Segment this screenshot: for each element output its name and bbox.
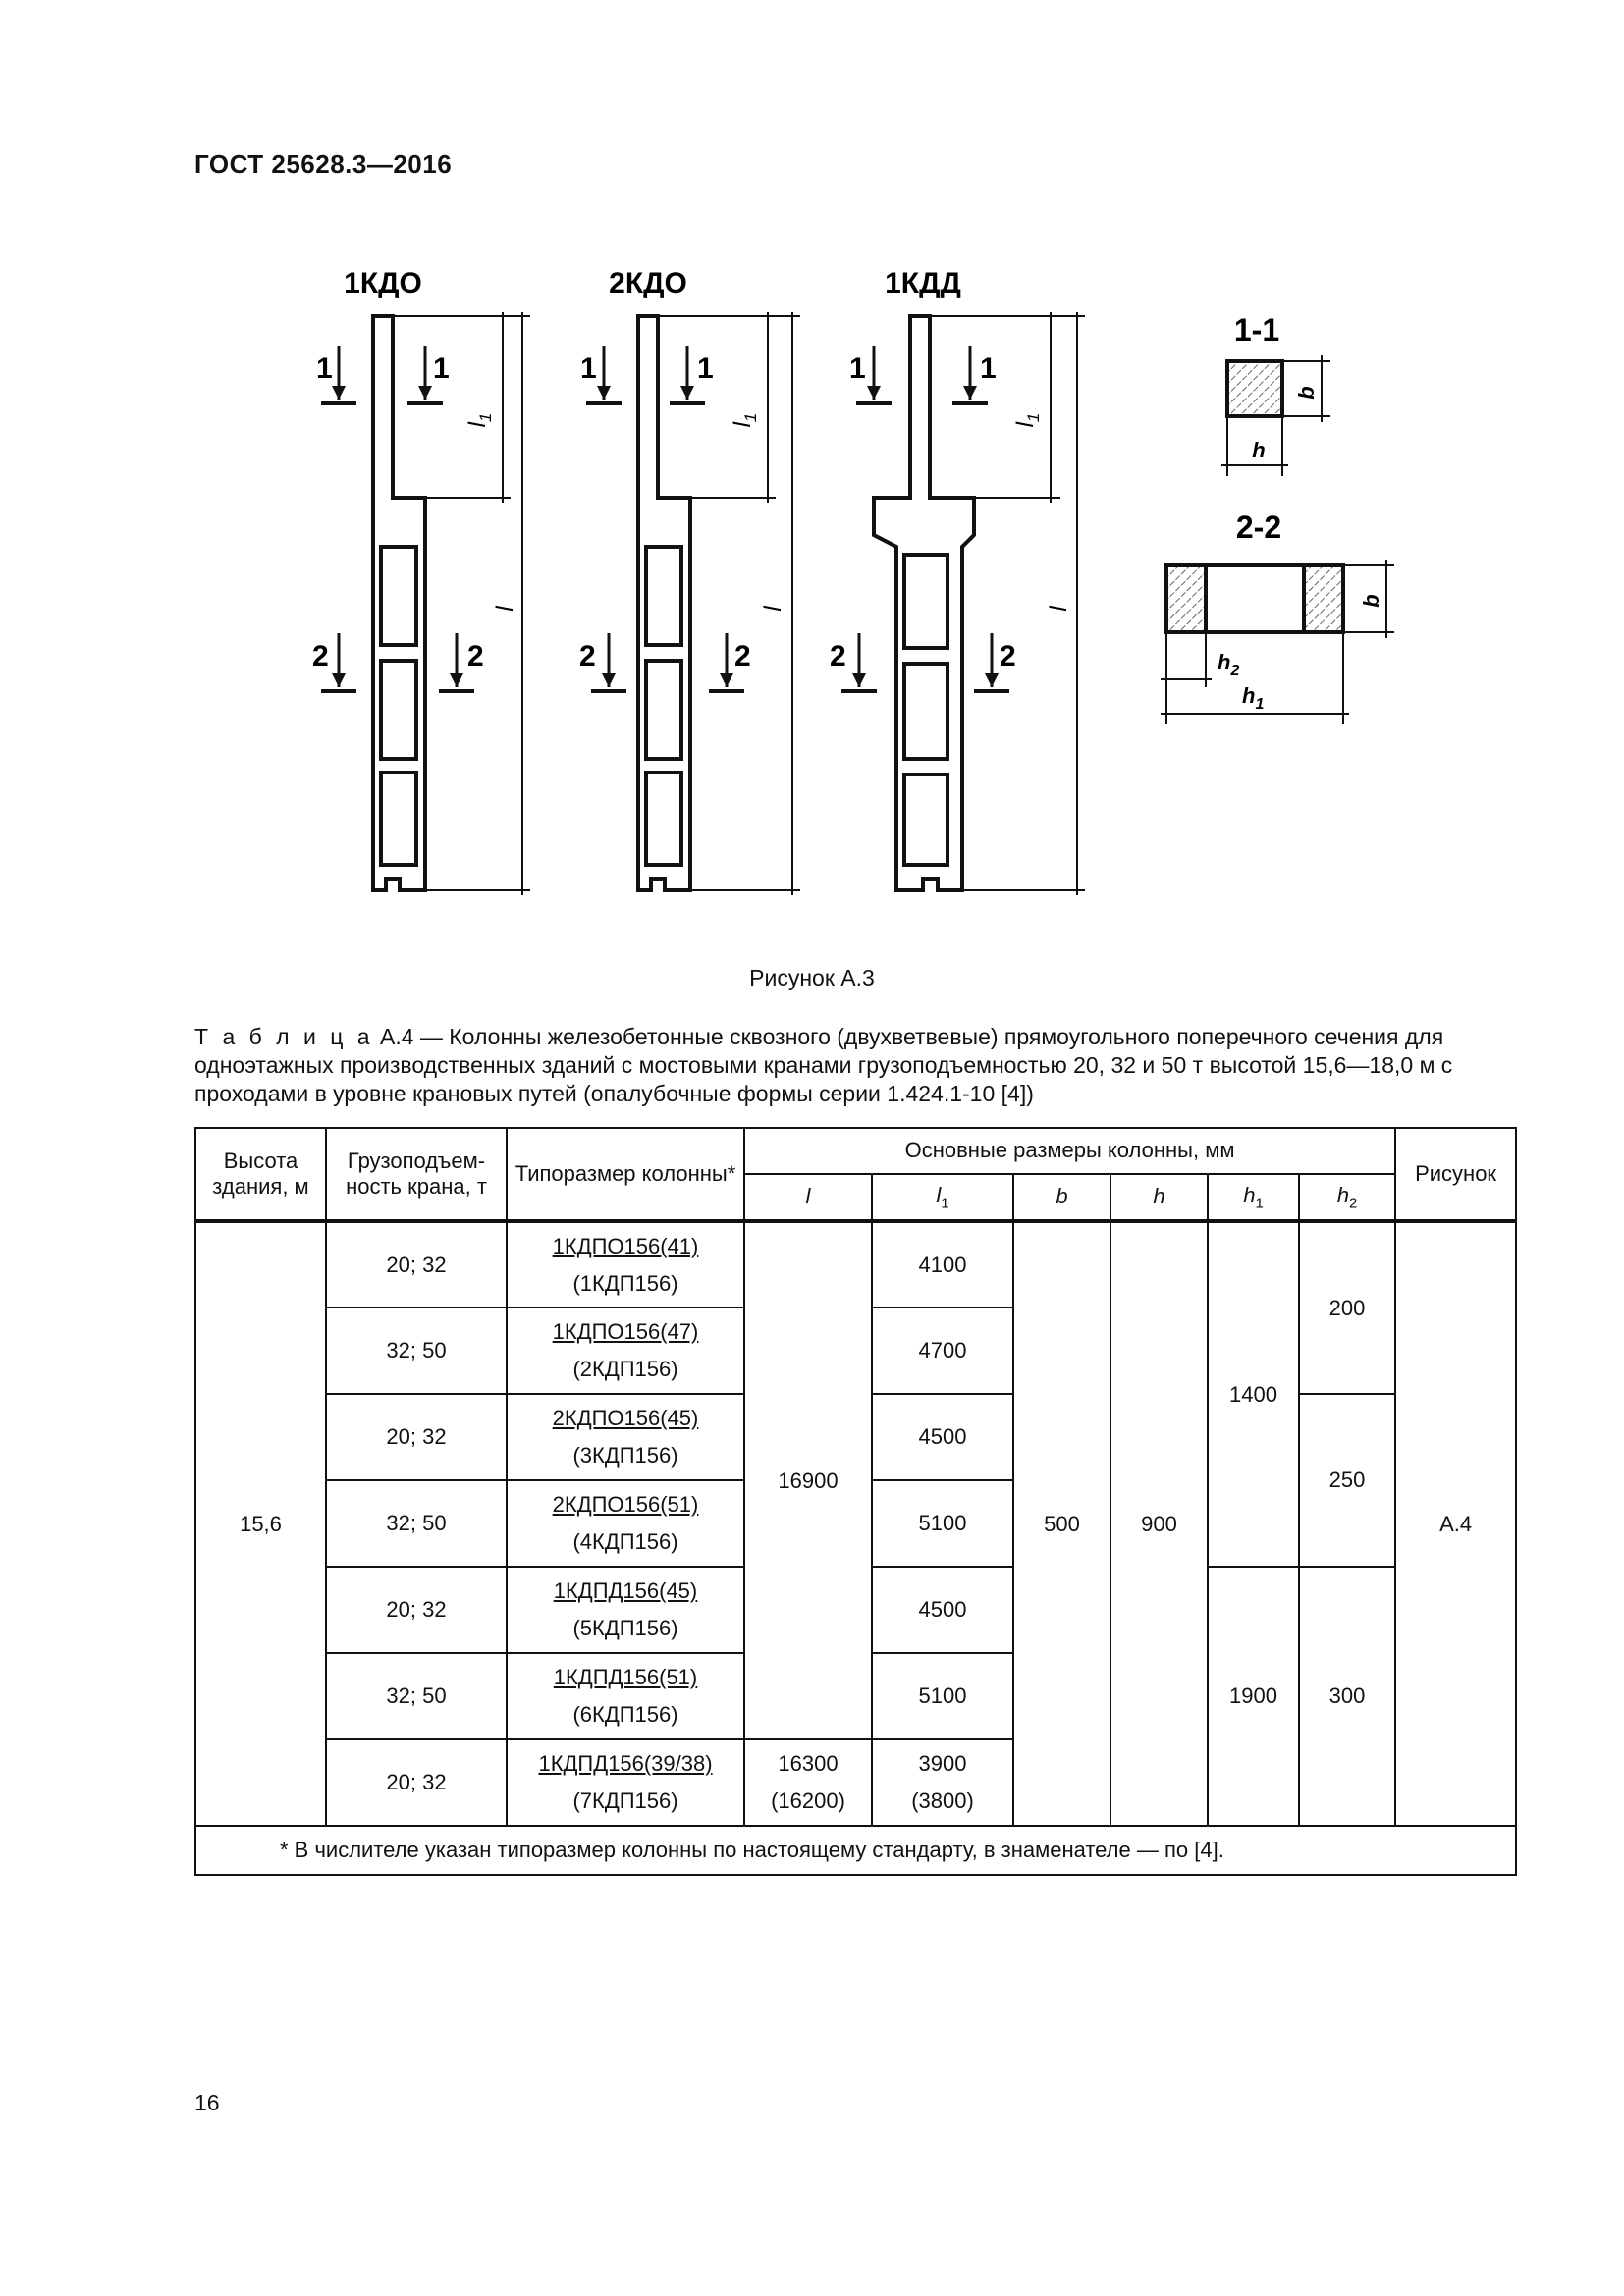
l1-cell-last: 3900 (3800) [872,1739,1013,1826]
b-cell: 500 [1013,1221,1110,1826]
l1-cell: 5100 [872,1480,1013,1567]
l1-cell: 4700 [872,1308,1013,1394]
section-mark-2-right: 2 [467,640,484,672]
figure-caption: Рисунок А.3 [749,965,875,990]
l1-cell: 4500 [872,1567,1013,1653]
section-2-2-shape [1166,565,1343,632]
type-cell: 1КДПО156(41) (1КДП156) [507,1221,744,1308]
dim-l-col2: l [760,606,786,612]
figure-cell: А.4 [1395,1221,1516,1826]
section-2-2-b: b [1359,594,1383,608]
l-cell-last: 16300 (16200) [744,1739,872,1826]
section-mark-2-left: 2 [312,640,329,672]
capacity-cell: 32; 50 [326,1480,507,1567]
column-label-1kdo: 1КДО [344,267,422,299]
section-2-2-h1: $h_1$ [1242,683,1265,713]
h-cell: 900 [1110,1221,1208,1826]
column-label-1kdd: 1КДД [885,267,961,299]
header-dims: Основные размеры колонны, мм [744,1128,1395,1174]
page-number: 16 [194,2090,220,2115]
section-mark-2-left: 2 [579,640,596,672]
capacity-cell: 32; 50 [326,1653,507,1739]
h2-cell-c: 300 [1299,1567,1395,1826]
section-mark-1-right: 1 [697,352,714,385]
section-mark-1-left: 1 [580,352,597,385]
type-cell: 1КДПД156(51) (6КДП156) [507,1653,744,1739]
section-mark-2-right: 2 [1000,640,1016,672]
header-l: l [744,1174,872,1221]
section-1-1-shape [1227,361,1282,416]
l-cell-main: 16900 [744,1221,872,1739]
section-1-1-b: b [1294,386,1319,400]
h2-cell-a: 200 [1299,1221,1395,1394]
section-mark-2-left: 2 [830,640,846,672]
header-h: h [1110,1174,1208,1221]
section-1-1-h: h [1252,438,1266,462]
header-capacity: Грузоподъем-ность крана, т [326,1128,507,1221]
header-type: Типоразмер колонны* [507,1128,744,1221]
table-footnote: * В числителе указан типоразмер колонны по настоящему стандарту, в знаменателе — по [4]. [195,1826,1516,1875]
l1-cell: 4100 [872,1221,1013,1308]
section-mark-2-right: 2 [734,640,751,672]
type-cell: 1КДПД156(39/38) (7КДП156) [507,1739,744,1826]
table-title-prefix: Т а б л и ц а [194,1024,374,1049]
type-cell: 1КДПО156(47) (2КДП156) [507,1308,744,1394]
table-title-text: А.4 — Колонны железобетонные сквозного (двухветвевые) прямоугольного поперечного сечения для одноэтажных производственных зданий с мостовыми кранами грузоподъемностью 20, 32 и 50 т высотой 15,6—18,0 м с проходами в уровне крановых путей (опалубочные формы серии 1.424.1-10 [4]) [194,1024,1453,1106]
l1-cell: 4500 [872,1394,1013,1480]
header-figure: Рисунок [1395,1128,1516,1221]
type-cell: 1КДПД156(45) (5КДП156) [507,1567,744,1653]
dim-l1-col1: $l_1$ [464,412,495,428]
type-cell: 2КДПО156(51) (4КДП156) [507,1480,744,1567]
capacity-cell: 20; 32 [326,1567,507,1653]
capacity-cell: 20; 32 [326,1739,507,1826]
dim-l-col3: l [1046,606,1072,612]
header-h1: $h_1$ [1208,1174,1299,1221]
section-mark-1-right: 1 [433,352,450,385]
section-mark-1-left: 1 [316,352,333,385]
capacity-cell: 32; 50 [326,1308,507,1394]
data-table [194,1127,1517,1876]
type-cell: 2КДПО156(45) (3КДП156) [507,1394,744,1480]
table-title [194,1023,1522,1108]
section-2-2-title: 2-2 [1235,509,1282,545]
header-h2: $h_2$ [1299,1174,1395,1221]
column-label-2kdo: 2КДО [609,267,687,299]
dim-l1-col3: $l_1$ [1012,412,1043,428]
section-2-2-h2: $h_2$ [1218,650,1240,679]
h1-cell-a: 1400 [1208,1221,1299,1567]
l1-cell: 5100 [872,1653,1013,1739]
section-mark-1-right: 1 [980,352,997,385]
section-1-1-title: 1-1 [1233,312,1280,347]
height-cell: 15,6 [195,1221,326,1826]
capacity-cell: 20; 32 [326,1221,507,1308]
h1-cell-b: 1900 [1208,1567,1299,1826]
header-l1: $l_1$ [872,1174,1013,1221]
capacity-cell: 20; 32 [326,1394,507,1480]
figure-a3 [0,0,1624,982]
document-header: ГОСТ 25628.3—2016 [194,149,453,179]
dim-l-col1: l [492,606,518,612]
h2-cell-b: 250 [1299,1394,1395,1567]
header-b: b [1013,1174,1110,1221]
section-mark-1-left: 1 [849,352,866,385]
header-height: Высота здания, м [195,1128,326,1221]
dim-l1-col2: $l_1$ [730,412,760,428]
